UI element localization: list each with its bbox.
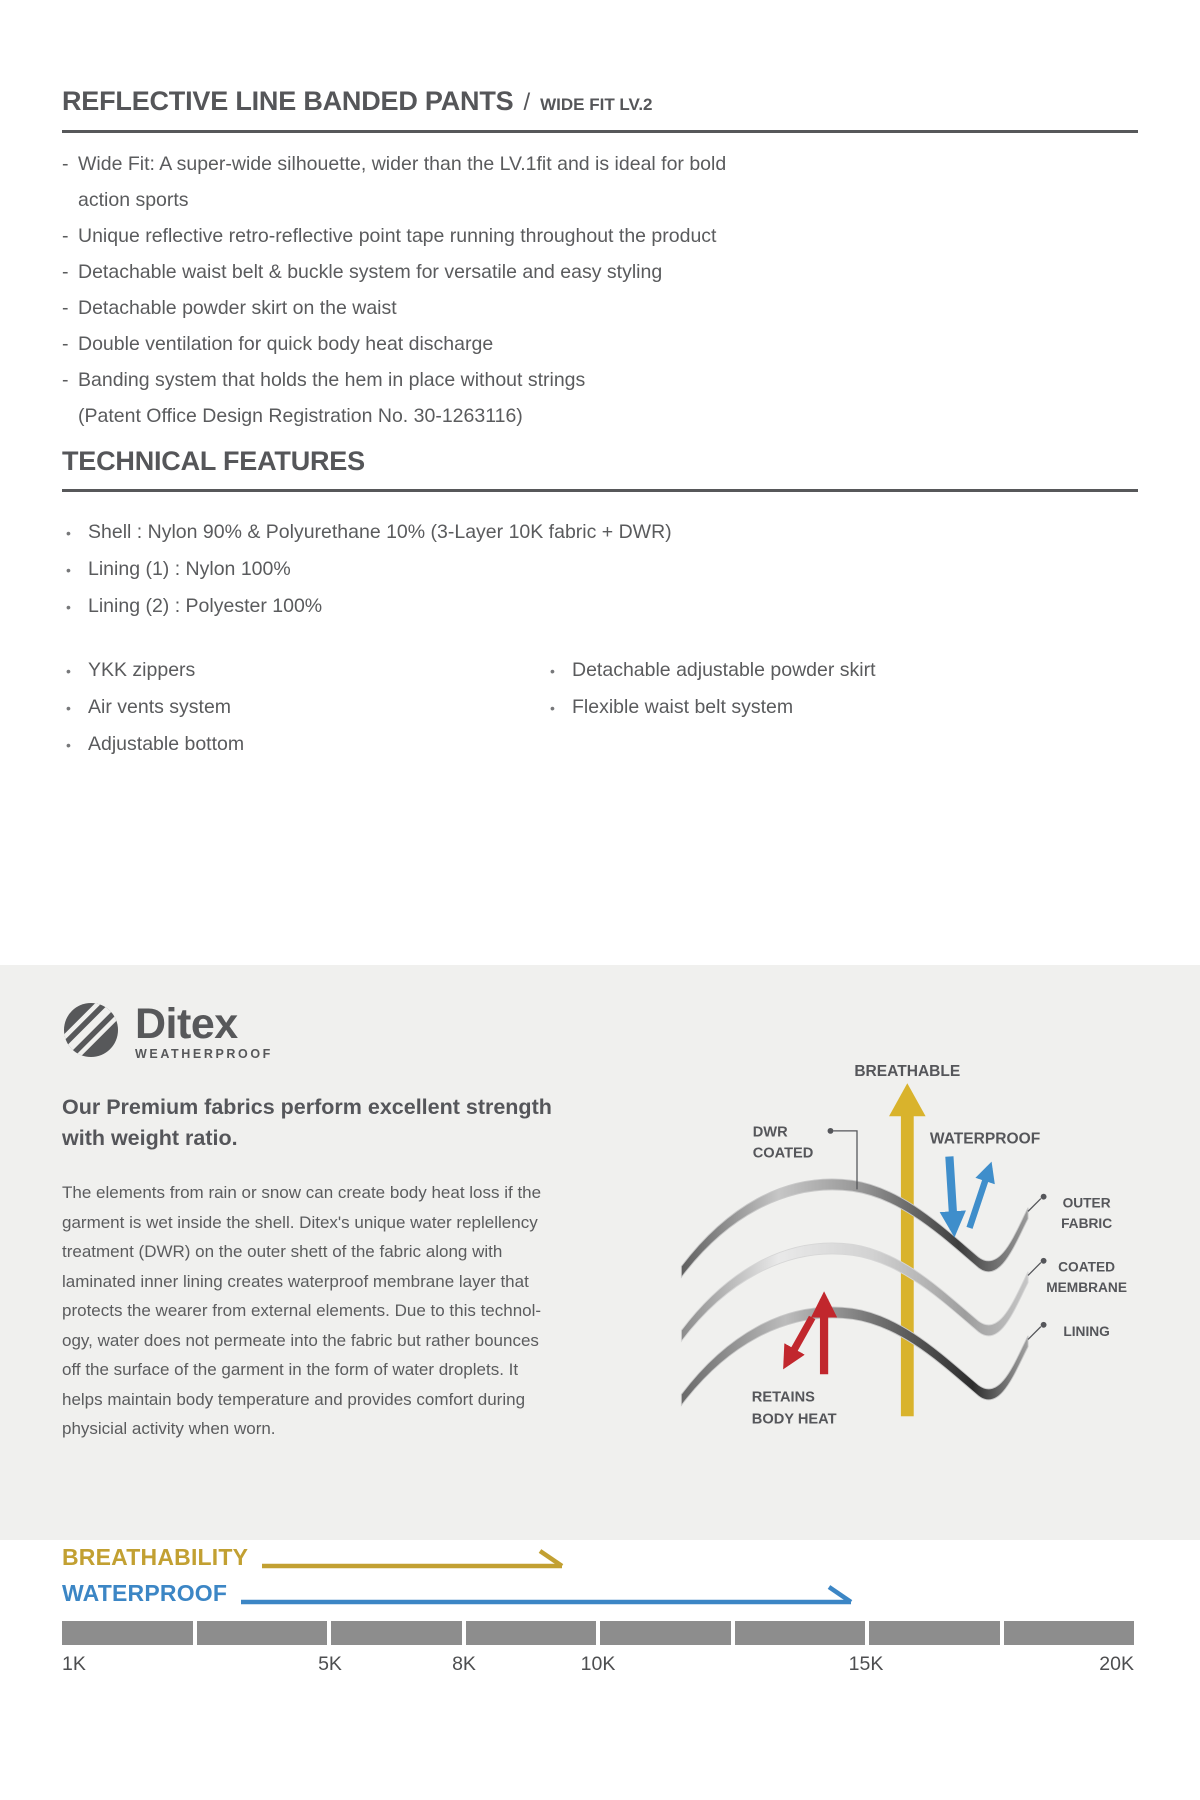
ditex-wordmark (135, 1000, 273, 1061)
lining-label: LINING (1063, 1323, 1110, 1339)
feature-item (62, 254, 1138, 290)
material-item (66, 514, 672, 551)
material-text: Shell : Nylon 90% & Polyurethane 10% (3-Layer 10K fabric + DWR) (88, 521, 672, 543)
outer-fabric-leader-dot (1041, 1194, 1047, 1200)
ditex-tagline: WEATHERPROOF (135, 1047, 273, 1061)
scale-segment (331, 1621, 462, 1645)
hardware-item (550, 689, 1138, 726)
scale-tick: 20K (1099, 1653, 1134, 1675)
dwr-coated-label: DWR (752, 1124, 788, 1141)
scale-tick: 15K (848, 1653, 884, 1675)
feature-item (62, 218, 1138, 254)
lining-leader-dot (1041, 1322, 1047, 1328)
feature-text: Wide Fit: A super-wide silhouette, wider than the LV.1fit and is ideal for bold (78, 153, 727, 175)
fabric-description-line: protects the wearer from external elements. Due to this technol- (62, 1301, 542, 1320)
hardware-item (66, 689, 550, 726)
ditex-name: Ditex (135, 1000, 238, 1048)
coated-membrane-label: COATED (1058, 1259, 1116, 1275)
hardware-item (550, 652, 1138, 689)
hardware-item (66, 652, 550, 689)
technical-features-heading (62, 446, 1138, 492)
membrane-leader-dot (1041, 1258, 1047, 1264)
breathable-arrow-head (889, 1083, 926, 1116)
ditex-brand (62, 1001, 273, 1064)
hardware-text: Detachable adjustable powder skirt (572, 659, 876, 681)
fabric-description-line: garment is wet inside the shell. Ditex's unique water replellency (62, 1212, 538, 1232)
scale-segment (735, 1621, 866, 1645)
feature-text: Unique reflective retro-reflective point tape running throughout the product (78, 225, 717, 247)
outer-fabric-label: OUTER (1062, 1195, 1111, 1211)
scale-segment (62, 1621, 193, 1645)
product-title-block (62, 86, 1138, 133)
retains-body-heat-label: RETAINS (751, 1389, 815, 1406)
feature-text: Banding system that holds the hem in place without strings (78, 369, 586, 391)
material-text: Lining (2) : Polyester 100% (88, 595, 323, 617)
dot-bullet: • (550, 700, 555, 716)
coated-membrane-label: MEMBRANE (1046, 1279, 1128, 1295)
material-text: Lining (1) : Nylon 100% (88, 558, 291, 580)
dot-bullet: • (550, 663, 555, 679)
dot-bullet: • (66, 599, 71, 615)
fabric-description-line: ogy, water does not permeate into the fabric but rather bounces (62, 1330, 539, 1350)
ditex-fabric-panel (0, 965, 1200, 1540)
fabric-headline (62, 1092, 552, 1154)
feature-item (62, 290, 1138, 326)
breathable-label: BREATHABLE (854, 1062, 961, 1080)
scale-tick: 8K (452, 1653, 476, 1675)
breathability-label: BREATHABILITY (62, 1544, 249, 1570)
dot-bullet: • (66, 700, 71, 716)
waterproof-incoming-arrow (949, 1156, 954, 1229)
dwr-leader-dot (828, 1128, 834, 1134)
dash-bullet: - (62, 261, 69, 283)
lining-leader-line (1028, 1327, 1041, 1340)
breathability-row (62, 1544, 564, 1571)
fabric-layer-diagram (578, 1029, 1136, 1509)
hardware-features (66, 652, 1138, 763)
scale-segment (1004, 1621, 1135, 1645)
ditex-logo-icon (62, 1001, 120, 1064)
scale-segment (197, 1621, 328, 1645)
rating-scale-bar (62, 1621, 1134, 1645)
fabric-headline-line: with weight ratio. (62, 1126, 238, 1150)
dwr-coated-label: COATED (752, 1145, 814, 1162)
waterproof-arrow-line (241, 1585, 853, 1607)
hardware-text: Air vents system (88, 696, 232, 718)
scale-tick: 10K (580, 1653, 616, 1675)
hardware-text: YKK zippers (88, 659, 196, 681)
feature-item (62, 146, 1138, 218)
fabric-description (62, 1178, 541, 1444)
feature-text: action sports (78, 189, 189, 211)
material-item (66, 551, 672, 588)
hardware-text: Adjustable bottom (88, 733, 245, 755)
dot-bullet: • (66, 663, 71, 679)
title-separator: / (523, 89, 531, 116)
fabric-description-line: physicial activity when worn. (62, 1419, 276, 1438)
waterproof-row (62, 1580, 853, 1607)
waterproof-label: WATERPROOF (62, 1580, 228, 1606)
outer-fabric-leader-line (1028, 1199, 1041, 1212)
materials-list (66, 514, 672, 625)
dot-bullet: • (66, 525, 71, 541)
fabric-description-line: helps maintain body temperature and provides comfort during (62, 1389, 526, 1409)
scale-segment (466, 1621, 597, 1645)
feature-item (62, 362, 1138, 434)
waterproof-label: WATERPROOF (929, 1130, 1041, 1148)
dash-bullet: - (62, 297, 69, 319)
dash-bullet: - (62, 333, 69, 355)
outer-fabric-label: FABRIC (1061, 1215, 1113, 1231)
dash-bullet: - (62, 369, 69, 391)
fabric-description-line: laminated inner lining creates waterproof membrane layer that (62, 1271, 529, 1291)
feature-text: (Patent Office Design Registration No. 30-1263116) (78, 405, 523, 427)
membrane-leader-line (1028, 1263, 1041, 1276)
fabric-description-line: treatment (DWR) on the outer shett of the fabric along with (62, 1242, 503, 1261)
hardware-features-left (66, 652, 550, 763)
hardware-text: Flexible waist belt system (572, 696, 794, 718)
feature-text: Double ventilation for quick body heat discharge (78, 333, 494, 355)
scale-segment (869, 1621, 1000, 1645)
fabric-description-line: The elements from rain or snow can create body heat loss if the (62, 1183, 542, 1202)
scale-tick: 5K (318, 1653, 342, 1675)
product-title: REFLECTIVE LINE BANDED PANTS (62, 86, 514, 116)
dash-bullet: - (62, 225, 69, 247)
rating-scale-ticks (62, 1653, 1134, 1679)
feature-text: Detachable waist belt & buckle system for versatile and easy styling (78, 261, 663, 283)
fabric-headline-line: Our Premium fabrics perform excellent strength (62, 1095, 552, 1119)
fabric-description-line: off the surface of the garment in the form of water droplets. It (62, 1360, 519, 1379)
retains-body-heat-label: BODY HEAT (751, 1411, 837, 1428)
scale-tick: 1K (62, 1653, 86, 1675)
fit-label: WIDE FIT LV.2 (540, 95, 653, 114)
feature-item (62, 326, 1138, 362)
dot-bullet: • (66, 562, 71, 578)
scale-segment (600, 1621, 731, 1645)
feature-list (62, 146, 1138, 434)
hardware-features-right (550, 652, 1138, 763)
waterproof-bounce-arrow (970, 1167, 990, 1227)
section-title: TECHNICAL FEATURES (62, 446, 365, 476)
breathability-arrow-line (262, 1549, 564, 1571)
feature-text: Detachable powder skirt on the waist (78, 297, 397, 319)
material-item (66, 588, 672, 625)
outer-fabric-layer (681, 1179, 1028, 1277)
dash-bullet: - (62, 153, 69, 175)
dot-bullet: • (66, 737, 71, 753)
hardware-item (66, 726, 550, 763)
